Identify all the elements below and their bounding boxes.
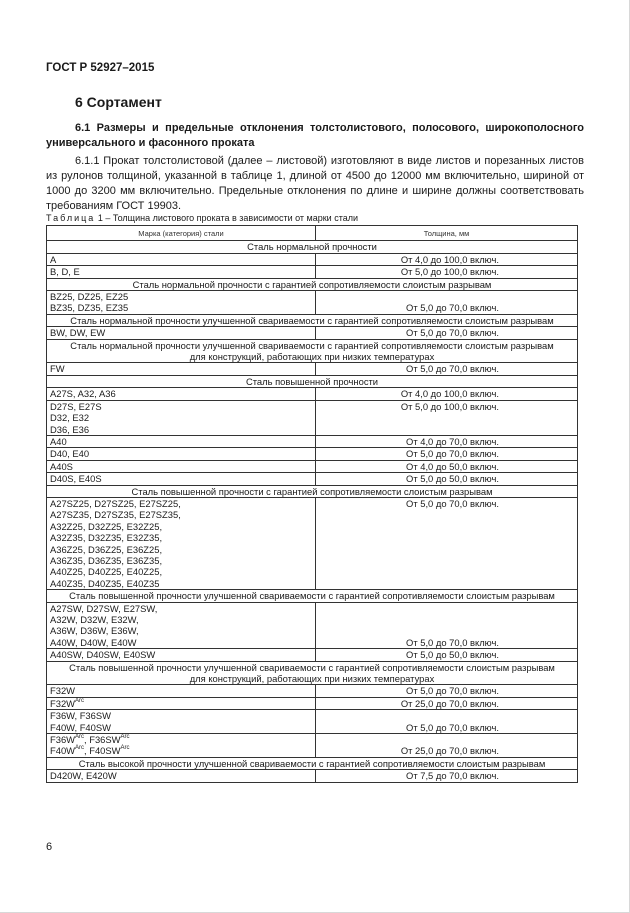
table-row xyxy=(47,602,578,649)
grade-cell xyxy=(47,602,316,649)
table-row xyxy=(47,734,578,758)
thickness-cell: От 5,0 до 70,0 включ. xyxy=(316,602,578,649)
group-row xyxy=(47,757,578,769)
thickness-cell: От 4,0 до 70,0 включ. xyxy=(316,435,578,447)
grade-text: , F36SW xyxy=(84,734,121,746)
thickness-cell: От 4,0 до 100,0 включ. xyxy=(316,388,578,400)
section-title: 6 Сортамент xyxy=(75,94,162,110)
group-very-high: Сталь высокой прочности улучшенной свариваемости с гарантией сопротивляемости слоистым разрывам xyxy=(47,757,578,769)
group-normal-z: Сталь нормальной прочности с гарантией сопротивляемости слоистым разрывам xyxy=(47,278,578,290)
grade-cell: F32W xyxy=(47,685,316,697)
arc-superscript: Arc xyxy=(75,697,85,704)
grade-cell: BW, DW, EW xyxy=(47,327,316,339)
group-row xyxy=(47,278,578,290)
thickness-cell: От 5,0 до 50,0 включ. xyxy=(316,473,578,485)
group-high-low-temp xyxy=(47,661,578,685)
grade-line: A32Z25, D32Z25, E32Z25, xyxy=(50,520,163,532)
group-normal-low-temp xyxy=(47,339,578,363)
thickness-cell: От 4,0 до 50,0 включ. xyxy=(316,460,578,472)
grade-line: A27SZ25, D27SZ25, E27SZ25, xyxy=(50,497,181,509)
grade-cell xyxy=(47,697,316,709)
arc-superscript: Arc xyxy=(75,734,85,741)
thickness-cell: От 5,0 до 70,0 включ. xyxy=(316,685,578,697)
grade-line: F36W, F36SW xyxy=(50,710,111,722)
grade-line xyxy=(50,745,312,756)
thickness-cell: От 5,0 до 70,0 включ. xyxy=(316,291,578,315)
thickness-table xyxy=(46,225,578,783)
group-row xyxy=(47,339,578,363)
arc-superscript: Arc xyxy=(120,734,130,741)
grade-cell: A40 xyxy=(47,435,316,447)
grade-line: A32W, D32W, E32W, xyxy=(50,614,139,625)
document-id: ГОСТ Р 52927–2015 xyxy=(46,62,155,74)
grade-line: A32Z35, D32Z35, E32Z35, xyxy=(50,532,163,544)
grade-cell: FW xyxy=(47,363,316,375)
grade-line: A27SW, D27SW, E27SW, xyxy=(50,602,158,614)
group-high-strength: Сталь повышенной прочности xyxy=(47,375,578,387)
arc-superscript: Arc xyxy=(120,745,130,752)
grade-cell xyxy=(47,400,316,435)
thickness-cell: От 5,0 до 50,0 включ. xyxy=(316,649,578,661)
group-row xyxy=(47,314,578,326)
group-line: для конструкций, работающих при низких температурах xyxy=(189,351,435,363)
grade-text: F36W xyxy=(50,734,76,746)
group-line: для конструкций, работающих при низких температурах xyxy=(189,673,435,685)
grade-line: A36Z35, D36Z35, E36Z35, xyxy=(50,554,163,566)
thickness-cell: От 25,0 до 70,0 включ. xyxy=(316,734,578,758)
grade-cell: D420W, E420W xyxy=(47,770,316,782)
grade-cell: A40SW, D40SW, E40SW xyxy=(47,649,316,661)
grade-text: , F40SW xyxy=(84,745,121,757)
table-row xyxy=(47,388,578,400)
table-row xyxy=(47,327,578,339)
table-row xyxy=(47,448,578,460)
grade-line: D27S, E27S xyxy=(50,400,102,412)
thickness-cell: От 7,5 до 70,0 включ. xyxy=(316,770,578,782)
grade-cell: D40S, E40S xyxy=(47,473,316,485)
grade-line: A27SZ35, D27SZ35, E27SZ35, xyxy=(50,509,181,521)
header-thickness: Толщина, мм xyxy=(316,226,578,241)
group-row xyxy=(47,590,578,602)
table-row xyxy=(47,253,578,265)
grade-cell: A xyxy=(47,253,316,265)
group-high-weld: Сталь повышенной прочности улучшенной свариваемости с гарантией сопротивляемости слоистым разрывам xyxy=(47,590,578,602)
grade-cell: A27S, A32, A36 xyxy=(47,388,316,400)
table-row xyxy=(47,685,578,697)
grade-line: D36, E36 xyxy=(50,423,90,435)
grade-text: F32W xyxy=(50,697,76,709)
table-row xyxy=(47,291,578,315)
grade-line: BZ35, DZ35, EZ35 xyxy=(50,302,129,314)
group-normal-weld: Сталь нормальной прочности улучшенной свариваемости с гарантией сопротивляемости слоистым разрывам xyxy=(47,314,578,326)
thickness-cell: От 5,0 до 100,0 включ. xyxy=(316,266,578,278)
subsection-title: 6.1 Размеры и предельные отклонения толстолистового, полосового, широкополосного универсального и фасонного проката xyxy=(46,122,584,149)
table-row xyxy=(47,710,578,734)
thickness-cell: От 25,0 до 70,0 включ. xyxy=(316,697,578,709)
thickness-cell: От 5,0 до 100,0 включ. xyxy=(316,400,578,435)
grade-line: A36W, D36W, E36W, xyxy=(50,625,139,637)
grade-line: A40W, D40W, E40W xyxy=(50,636,137,648)
grade-line: BZ25, DZ25, EZ25 xyxy=(50,291,129,303)
table-row xyxy=(47,770,578,782)
table-row xyxy=(47,435,578,447)
body-paragraph: 6.1.1 Прокат толстолистовой (далее – листовой) изготовляют в виде листов и порезанных листов из рулонов толщиной, указанной в таблице 1, длиной от 4500 до 12000 мм включительно, шириной от 1000 до 3200 мм включительно. Предельные отклонения по длине и ширине должны соответствовать требованиям ГОСТ 19903. xyxy=(46,155,584,212)
grade-cell xyxy=(47,291,316,315)
table-header-row xyxy=(47,226,578,241)
table-row xyxy=(47,649,578,661)
grade-line: A40Z35, D40Z35, E40Z35 xyxy=(50,577,160,589)
group-row xyxy=(47,485,578,497)
grade-cell: B, D, E xyxy=(47,266,316,278)
grade-line: A36Z25, D36Z25, E36Z25, xyxy=(50,543,163,555)
page-number: 6 xyxy=(46,841,53,853)
group-line: Сталь нормальной прочности улучшенной свариваемости с гарантией сопротивляемости слоистым разрывам xyxy=(70,339,554,351)
table-row xyxy=(47,363,578,375)
arc-superscript: Arc xyxy=(75,745,85,752)
grade-line: F40W, F40SW xyxy=(50,721,111,733)
group-row xyxy=(47,661,578,685)
table-row xyxy=(47,266,578,278)
caption-text: 1 – Толщина листового проката в зависимости от марки стали xyxy=(97,213,359,223)
table-caption xyxy=(46,213,358,223)
group-line: Сталь повышенной прочности улучшенной свариваемости с гарантией сопротивляемости слоистым разрывам xyxy=(69,661,555,673)
group-row xyxy=(47,241,578,253)
group-high-z: Сталь повышенной прочности с гарантией сопротивляемости слоистым разрывам xyxy=(47,485,578,497)
caption-label: Таблица xyxy=(46,213,96,223)
grade-cell xyxy=(47,497,316,589)
grade-line xyxy=(50,734,312,745)
thickness-cell: От 5,0 до 70,0 включ. xyxy=(316,710,578,734)
grade-cell xyxy=(47,734,316,758)
thickness-cell: От 5,0 до 70,0 включ. xyxy=(316,448,578,460)
table-row xyxy=(47,497,578,589)
table-row xyxy=(47,400,578,435)
grade-text: F40W xyxy=(50,745,76,757)
grade-cell: D40, E40 xyxy=(47,448,316,460)
thickness-cell: От 5,0 до 70,0 включ. xyxy=(316,497,578,589)
grade-line: A40Z25, D40Z25, E40Z25, xyxy=(50,566,163,578)
grade-line: D32, E32 xyxy=(50,412,90,424)
group-row xyxy=(47,375,578,387)
table-row xyxy=(47,697,578,709)
thickness-cell: От 5,0 до 70,0 включ. xyxy=(316,327,578,339)
thickness-cell: От 5,0 до 70,0 включ. xyxy=(316,363,578,375)
grade-cell: A40S xyxy=(47,460,316,472)
group-normal-strength: Сталь нормальной прочности xyxy=(47,241,578,253)
table-row xyxy=(47,473,578,485)
table-row xyxy=(47,460,578,472)
grade-cell xyxy=(47,710,316,734)
thickness-cell: От 4,0 до 100,0 включ. xyxy=(316,253,578,265)
header-grade: Марка (категория) стали xyxy=(47,226,316,241)
